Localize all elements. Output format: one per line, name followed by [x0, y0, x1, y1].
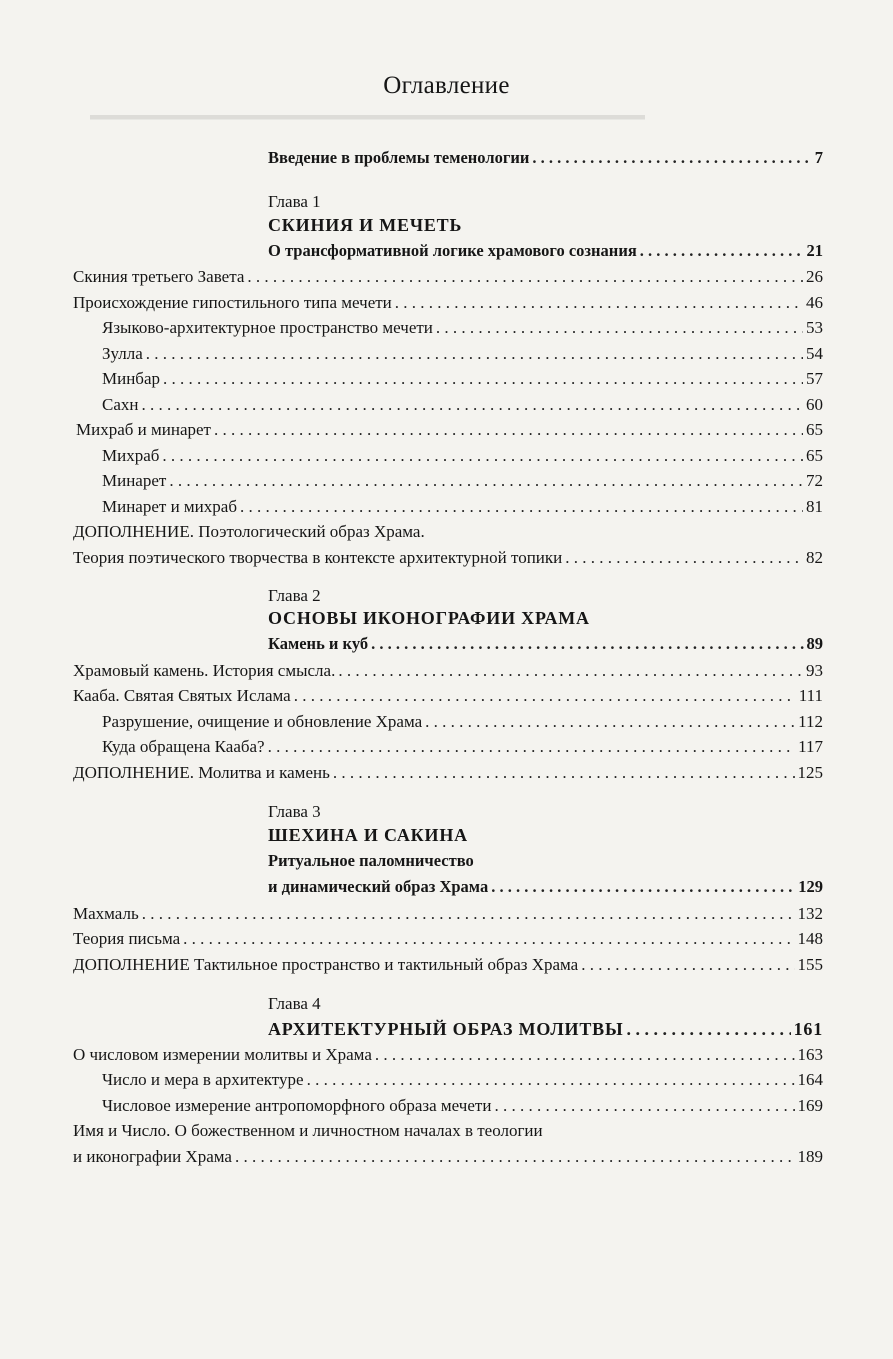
toc-entry-page: 72 [806, 471, 823, 490]
toc-entry-label: Теория поэтического творчества в контексте архитектурной топики [73, 548, 563, 567]
toc-entry-label: Кааба. Святая Святых Ислама [73, 686, 291, 705]
chapter-2-title: ОСНОВЫ ИКОНОГРАФИИ ХРАМА [268, 608, 590, 628]
toc-entry-label: АРХИТЕКТУРНЫЙ ОБРАЗ МОЛИТВЫ [268, 1019, 624, 1039]
toc-entry-page: 129 [798, 877, 823, 896]
toc-entry-page: 164 [797, 1070, 823, 1089]
toc-entry-label: Сахн [102, 395, 139, 414]
toc-entry[interactable] [102, 343, 823, 365]
toc-entry-label: Скиния третьего Завета [73, 267, 245, 286]
toc-entry-chapter-4-lead[interactable] [268, 1018, 823, 1040]
toc-entry-chapter-1-lead[interactable] [268, 240, 823, 262]
toc-entry-label: Камень и куб [268, 634, 369, 653]
chapter-3-heading: Глава 3 [268, 802, 321, 821]
toc-entry-label: Языково-архитектурное пространство мечети [102, 318, 433, 337]
leader-dots [333, 762, 795, 784]
toc-entry[interactable] [73, 954, 823, 976]
leader-dots [307, 1069, 795, 1091]
toc-entry-label: Зулла [102, 344, 143, 363]
toc-entry-label: Махмаль [73, 904, 139, 923]
toc-entry[interactable] [102, 1095, 823, 1117]
toc-entry[interactable] [76, 419, 823, 441]
toc-entry-intro[interactable] [268, 147, 823, 169]
toc-entry-chapter-2-lead[interactable] [268, 633, 823, 655]
leader-dots [146, 343, 803, 365]
leader-dots [395, 292, 803, 314]
toc-entry-label: ДОПОЛНЕНИЕ Тактильное пространство и тактильный образ Храма [73, 955, 579, 974]
leader-dots [626, 1018, 790, 1040]
toc-title: Оглавление [383, 72, 510, 99]
leader-dots [491, 876, 795, 898]
toc-entry[interactable] [73, 685, 823, 707]
leader-dots [371, 633, 803, 655]
toc-entry-page: 65 [806, 446, 823, 465]
toc-entry-label: Происхождение гипостильного типа мечети [73, 293, 392, 312]
toc-entry[interactable] [73, 928, 823, 950]
toc-entry-label: ДОПОЛНЕНИЕ. Молитва и камень [73, 763, 330, 782]
toc-entry-page: 21 [806, 241, 823, 260]
toc-entry[interactable] [102, 496, 823, 518]
leader-dots [425, 711, 795, 733]
leader-dots [247, 266, 803, 288]
toc-entry[interactable] [73, 762, 823, 784]
toc-entry-page: 148 [797, 929, 823, 948]
leader-dots [162, 445, 803, 467]
toc-entry-label: Куда обращена Кааба? [102, 737, 265, 756]
toc-entry-continued[interactable]: Имя и Число. О божественном и личностном началах в теологии [73, 1121, 543, 1140]
leader-dots [375, 1044, 795, 1066]
toc-entry-label: Теория письма [73, 929, 181, 948]
toc-entry-page: 163 [797, 1045, 823, 1064]
show-through-texture: ▬▬▬▬▬▬▬▬▬▬▬▬▬▬▬▬▬▬▬▬▬▬▬▬▬▬▬▬▬▬▬▬▬▬▬▬▬ [90, 111, 645, 127]
leader-dots [142, 903, 795, 925]
toc-entry-page: 65 [806, 420, 823, 439]
leader-dots [183, 928, 794, 950]
toc-entry-label: Числовое измерение антропоморфного образа мечети [102, 1096, 492, 1115]
toc-entry-page: 112 [798, 712, 823, 731]
toc-entry-label: О трансформативной логике храмового сознания [268, 241, 637, 260]
leader-dots [494, 1095, 794, 1117]
toc-entry-page: 161 [793, 1019, 823, 1039]
toc-entry-page: 155 [797, 955, 823, 974]
leader-dots [640, 240, 804, 262]
leader-dots [214, 419, 803, 441]
toc-entry-label: и иконографии Храма [73, 1147, 232, 1166]
toc-entry[interactable] [73, 1146, 823, 1168]
chapter-4-heading: Глава 4 [268, 994, 321, 1013]
toc-entry[interactable] [73, 292, 823, 314]
toc-entry-label: Михраб [102, 446, 160, 465]
leader-dots [436, 317, 803, 339]
chapter-1-heading: Глава 1 [268, 192, 321, 211]
toc-entry-page: 93 [806, 661, 823, 680]
leader-dots [141, 394, 803, 416]
toc-entry[interactable] [102, 1069, 823, 1091]
toc-entry[interactable] [73, 903, 823, 925]
leader-dots [338, 660, 803, 682]
toc-entry-label: Разрушение, очищение и обновление Храма [102, 712, 423, 731]
toc-entry-page: 7 [814, 148, 823, 167]
leader-dots [235, 1146, 795, 1168]
toc-entry-page: 169 [797, 1096, 823, 1115]
leader-dots [163, 368, 803, 390]
toc-entry[interactable] [102, 394, 823, 416]
toc-entry-label: Минарет [102, 471, 167, 490]
leader-dots [532, 147, 811, 169]
toc-entry[interactable] [73, 660, 823, 682]
toc-entry-label: Михраб и минарет [76, 420, 211, 439]
toc-entry-label: Минарет и михраб [102, 497, 237, 516]
toc-entry-page: 53 [806, 318, 823, 337]
toc-entry[interactable] [102, 317, 823, 339]
chapter-1-title: СКИНИЯ И МЕЧЕТЬ [268, 215, 463, 235]
leader-dots [240, 496, 803, 518]
leader-dots [268, 736, 796, 758]
toc-entry-label: Храмовый камень. История смысла. [73, 661, 336, 680]
chapter-3-title: ШЕХИНА И САКИНА [268, 825, 468, 845]
toc-entry[interactable] [102, 368, 823, 390]
toc-entry[interactable] [102, 470, 823, 492]
toc-entry-page: 189 [797, 1147, 823, 1166]
toc-entry-page: 132 [797, 904, 823, 923]
toc-entry-page: 54 [806, 344, 823, 363]
toc-entry-label: и динамический образ Храма [268, 877, 489, 896]
toc-entry-page: 57 [806, 369, 823, 388]
leader-dots [294, 685, 796, 707]
toc-entry-page: 46 [806, 293, 823, 312]
toc-entry-label: Введение в проблемы теменологии [268, 148, 530, 167]
toc-entry-page: 60 [806, 395, 823, 414]
toc-entry[interactable] [102, 445, 823, 467]
toc-entry-label: Минбар [102, 369, 161, 388]
toc-entry[interactable] [73, 1044, 823, 1066]
toc-entry-page: 89 [806, 634, 823, 653]
toc-entry-continued[interactable]: ДОПОЛНЕНИЕ. Поэтологический образ Храма. [73, 522, 425, 541]
toc-entry[interactable] [73, 266, 823, 288]
toc-entry-label: О числовом измерении молитвы и Храма [73, 1045, 372, 1064]
toc-entry[interactable] [102, 711, 823, 733]
toc-entry-page: 26 [806, 267, 823, 286]
chapter-3-lead-line1: Ритуальное паломничество [268, 851, 474, 870]
chapter-2-heading: Глава 2 [268, 586, 321, 605]
leader-dots [565, 547, 803, 569]
toc-entry[interactable] [102, 736, 823, 758]
toc-entry-page: 125 [797, 763, 823, 782]
toc-entry-page: 117 [798, 737, 823, 756]
toc-entry-chapter-3-lead[interactable] [268, 876, 823, 898]
toc-entry-label: Число и мера в архитектуре [102, 1070, 304, 1089]
toc-entry-page: 81 [806, 497, 823, 516]
toc-entry-page: 111 [798, 686, 823, 705]
leader-dots [169, 470, 803, 492]
leader-dots [581, 954, 794, 976]
toc-entry[interactable] [73, 547, 823, 569]
toc-entry-page: 82 [806, 548, 823, 567]
